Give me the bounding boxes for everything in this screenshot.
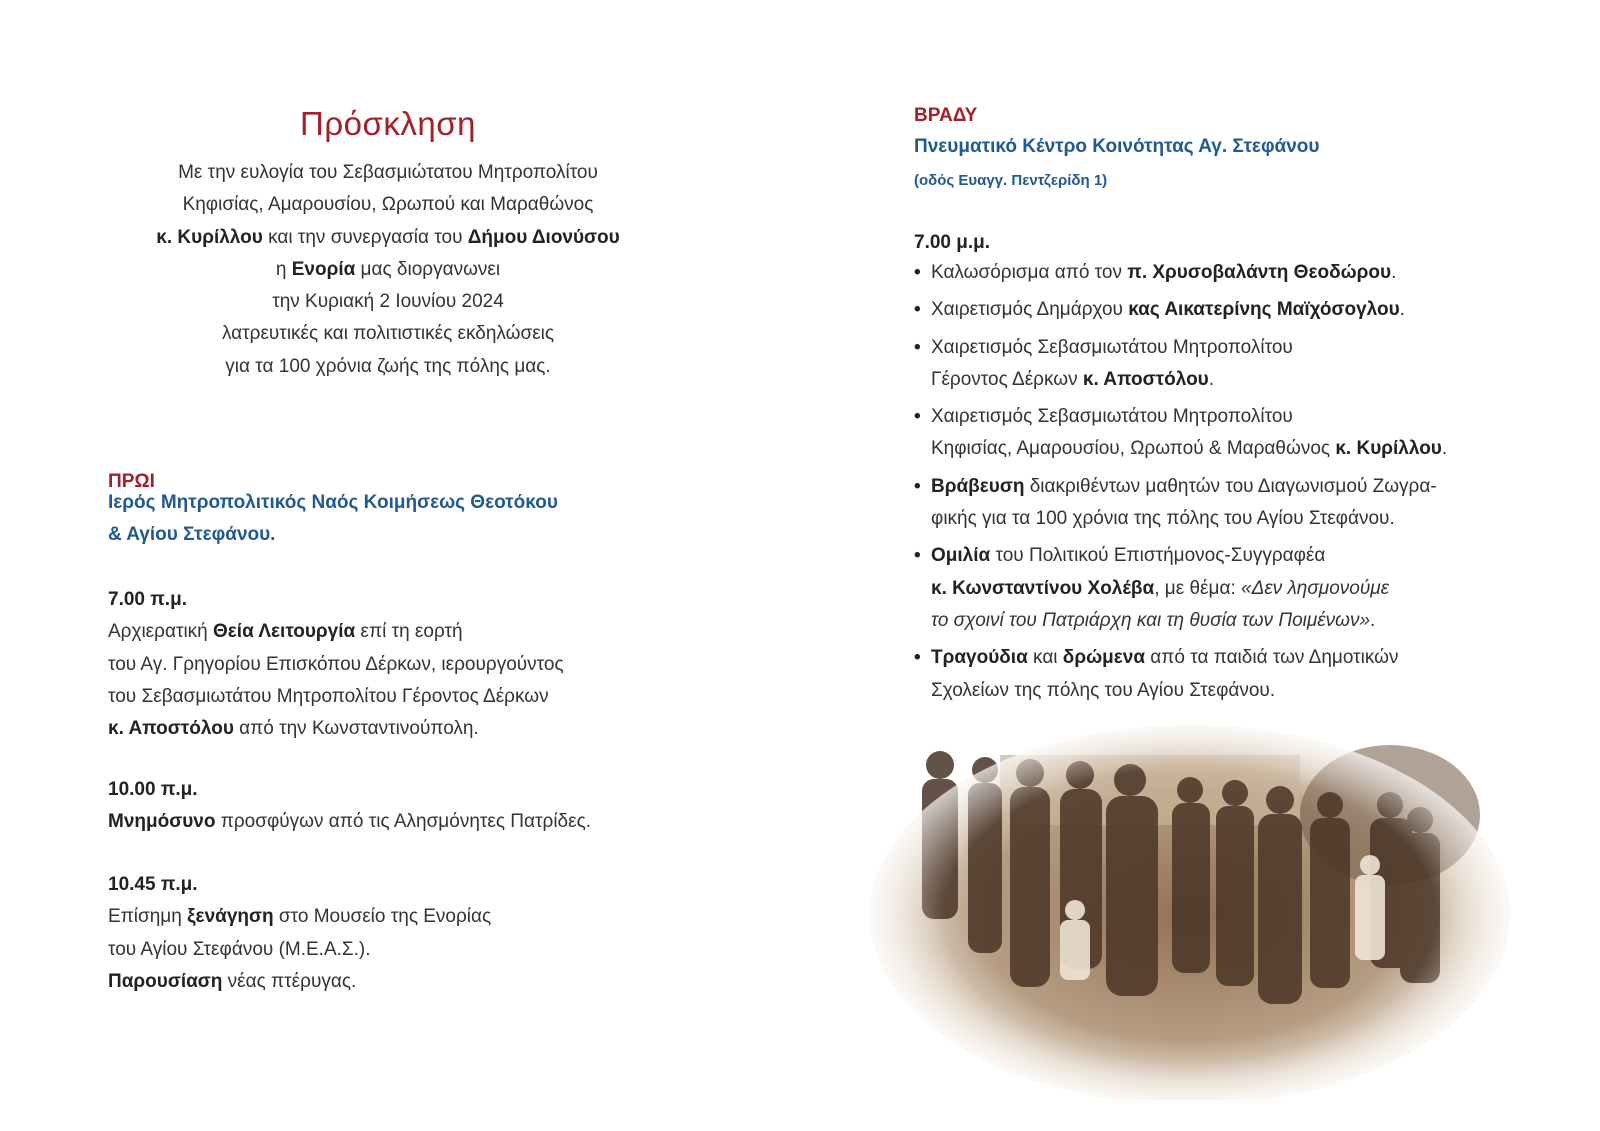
morning-event-2 <box>108 774 708 839</box>
text-line <box>108 901 708 933</box>
bold-text: κ. Κυρίλλου <box>156 226 263 248</box>
text: Κηφισίας, Αμαρουσίου, Ωρωπού & Μαραθώνος <box>931 438 1336 460</box>
bold-text: Βράβευση <box>931 475 1025 497</box>
text-line: του Σεβασμιωτάτου Μητροπολίτου Γέροντος Δέρκων <box>108 685 549 707</box>
venue-line: Ιερός Μητροπολιτικός Ναός Κοιμήσεως Θεοτόκου <box>108 492 558 513</box>
page-title: Πρόσκληση <box>300 105 476 142</box>
event-text <box>108 806 708 838</box>
bold-text: κ. Κυρίλλου <box>1335 438 1442 460</box>
bold-text: Ενορία <box>291 258 356 280</box>
list-item <box>914 332 1514 397</box>
bold-text: Τραγούδια <box>931 647 1028 669</box>
morning-event-1 <box>108 584 708 745</box>
text: . <box>1208 368 1215 390</box>
bold-text: Θεία Λειτουργία <box>213 621 356 643</box>
event-time: 7.00 π.μ. <box>108 589 187 610</box>
bold-text: Μνημόσυνο <box>108 811 216 833</box>
text: η <box>275 258 292 280</box>
text: και <box>1027 647 1063 669</box>
text: φικής για τα 100 χρόνια της πόλης του Αγίου Στεφάνου. <box>931 508 1395 530</box>
evening-address: (οδός Ευαγγ. Πεντζερίδη 1) <box>914 172 1108 189</box>
morning-label: ΠΡΩΙ <box>108 471 155 492</box>
text: διακριθέντων μαθητών του Διαγωνισμού Ζωγρα- <box>1024 475 1437 497</box>
bullet-icon: • <box>914 545 921 567</box>
intro-line: λατρευτικές και πολιτιστικές εκδηλώσεις <box>221 323 555 345</box>
text: , με θέμα: <box>1154 577 1241 599</box>
text: Χαιρετισμός Σεβασμιωτάτου Μητροπολίτου <box>931 406 1293 428</box>
text: Επίσημη <box>108 906 188 928</box>
list-item <box>914 471 1514 536</box>
text: από τα παιδιά των Δημοτικών <box>1145 647 1399 669</box>
morning-event-3 <box>108 869 708 998</box>
bullet-icon: • <box>914 647 921 669</box>
event-text <box>108 616 708 745</box>
evening-label: ΒΡΑΔΥ <box>914 105 978 126</box>
text: Γέροντος Δέρκων <box>931 368 1083 390</box>
intro-line: Με την ευλογία του Σεβασμιώτατου Μητροπολίτου <box>178 162 598 183</box>
evening-venue: Πνευματικό Κέντρο Κοινότητας Αγ. Στεφάνου <box>914 136 1320 157</box>
venue-line: & Αγίου Στεφάνου. <box>108 524 276 546</box>
morning-venue <box>108 487 558 552</box>
intro-text <box>98 157 678 383</box>
intro-line <box>98 222 678 254</box>
list-item <box>914 540 1514 637</box>
bold-text: δρώμενα <box>1062 647 1146 669</box>
bold-text: Ομιλία <box>931 545 991 567</box>
text-line <box>108 966 708 998</box>
bold-text: κ. Αποστόλου <box>1082 368 1209 390</box>
text: . <box>1441 438 1448 460</box>
intro-section <box>108 100 708 383</box>
text: από την Κωνσταντινούπολη. <box>233 718 479 740</box>
list-item <box>914 642 1514 707</box>
text-line <box>108 713 708 745</box>
text: και την συνεργασία του <box>262 226 468 248</box>
group-photo-icon <box>870 725 1510 1100</box>
bold-text: ξενάγηση <box>187 906 274 928</box>
bullet-icon: • <box>914 336 921 358</box>
bold-text: Δήμου Διονύσου <box>467 226 620 248</box>
text-line <box>108 616 708 648</box>
list-item <box>914 401 1514 466</box>
bold-text: κ. Κωνσταντίνου Χολέβα <box>931 577 1155 599</box>
evening-program-list <box>914 257 1514 712</box>
bold-text: π. Χρυσοβαλάντη Θεοδώρου <box>1127 262 1392 283</box>
text-line <box>108 806 708 838</box>
intro-line: την Κυριακή 2 Ιουνίου 2024 <box>272 291 504 313</box>
text: Χαιρετισμός Σεβασμιωτάτου Μητροπολίτου <box>931 336 1293 358</box>
event-time: 10.45 π.μ. <box>108 874 198 895</box>
evening-time: 7.00 μ.μ. <box>914 232 991 253</box>
bold-text: κας Αικατερίνης Μαϊχόσογλου <box>1128 299 1400 321</box>
italic-text: το σχοινί του Πατριάρχη και τη θυσία των Ποιμένων» <box>931 609 1371 631</box>
text-line: του Αγίου Στεφάνου (Μ.Ε.Α.Σ.). <box>108 938 371 960</box>
bullet-icon: • <box>914 299 921 321</box>
text: του Πολιτικού Επιστήμονος-Συγγραφέα <box>990 545 1326 567</box>
italic-text: «Δεν λησμονούμε <box>1241 577 1390 599</box>
bold-text: Παρουσίαση <box>108 970 223 992</box>
list-item <box>914 257 1514 289</box>
text: . <box>1370 609 1376 631</box>
text: προσφύγων από τις Αλησμόνητες Πατρίδες. <box>215 811 592 833</box>
text: στο Μουσείο της Ενορίας <box>273 906 492 928</box>
intro-line <box>98 254 678 286</box>
bullet-icon: • <box>914 475 921 497</box>
text: νέας πτέρυγας. <box>222 970 357 992</box>
text: Σχολείων της πόλης του Αγίου Στεφάνου. <box>931 679 1276 701</box>
intro-line: Κηφισίας, Αμαρουσίου, Ωρωπού και Μαραθώνος <box>182 194 594 216</box>
text: μας διοργανωνει <box>355 258 501 280</box>
bold-text: κ. Αποστόλου <box>108 718 234 740</box>
text-line: του Αγ. Γρηγορίου Επισκόπου Δέρκων, ιερουργούντος <box>108 653 564 675</box>
intro-line: για τα 100 χρόνια ζωής της πόλης μας. <box>225 355 551 377</box>
text: . <box>1399 299 1405 321</box>
text: Αρχιερατική <box>108 621 214 643</box>
bullet-icon: • <box>914 262 921 283</box>
event-time: 10.00 π.μ. <box>108 779 198 800</box>
text: επί τη εορτή <box>355 621 463 643</box>
text: Χαιρετισμός Δημάρχου <box>931 299 1129 321</box>
text: . <box>1391 262 1397 283</box>
bullet-icon: • <box>914 406 921 428</box>
list-item <box>914 294 1514 326</box>
text: Καλωσόρισμα από τον <box>931 262 1128 283</box>
event-text <box>108 901 708 998</box>
